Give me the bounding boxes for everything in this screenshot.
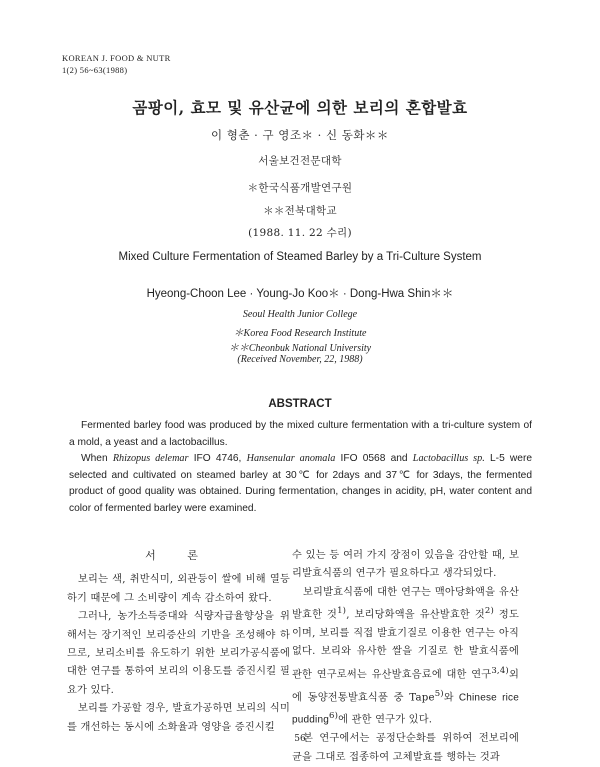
body-paragraph: 보리를 가공할 경우, 발효가공하면 보리의 식미를 개선하는 동시에 소화율과 영양을 증진시킬 — [67, 703, 290, 733]
reference-mark: 3,4) — [491, 665, 509, 676]
section-heading-introduction: 서 론 — [145, 549, 212, 562]
species-rhizopus: Rhizopus delemar — [112, 453, 189, 465]
body-paragraph: 그러나, 농가소득증대와 식량자급율향상을 위해서는 장기적인 보리증산의 기반을 조성해야 하므로, 보리소비를 유도하기 위한 보리가공식품에 대한 연구를 통하여 보리의 이용도를 증진시킬 필요가 있다. — [67, 611, 290, 696]
species-hansenular: Hansenular anomala — [246, 453, 336, 465]
english-affiliation-3: ＊＊Cheonbuk National University — [228, 343, 372, 354]
english-authors: Hyeong-Choon Lee · Young-Jo Koo＊ · Dong-Hwa Shin＊＊ — [146, 288, 454, 300]
korean-title: 곰팡이, 효모 및 유산균에 의한 보리의 혼합발효 — [132, 98, 468, 117]
body-paragraph: 수 있는 등 여러 가지 장점이 있음을 감안할 때, 보리발효식품의 연구가 필요하다고 생각되었다. — [292, 550, 519, 580]
journal-header — [62, 52, 171, 76]
korean-affiliation-3: ＊＊전북대학교 — [263, 205, 337, 217]
english-title: Mixed Culture Fermentation of Steamed Barley by a Tri-Culture System — [118, 251, 482, 263]
body-left-column — [67, 547, 290, 737]
english-affiliation-2: ＊Korea Food Research Institute — [233, 328, 367, 339]
reference-mark: 2) — [484, 606, 494, 617]
abstract-heading: ABSTRACT — [268, 398, 332, 410]
page-number: 56 — [294, 734, 306, 744]
reference-mark: 6) — [329, 711, 339, 722]
journal-name: KOREAN J. FOOD & NUTR — [62, 53, 171, 63]
korean-authors: 이 형춘 · 구 영조＊ · 신 동화＊＊ — [211, 128, 389, 142]
korean-received-date: (1988. 11. 22 수리) — [248, 227, 352, 239]
korean-affiliation-1: 서울보건전문대학 — [258, 155, 342, 167]
abstract-paragraph-1: Fermented barley food was produced by the mixed culture fermentation with a tri-culture system of a mold, a yeast and a lactobacillus. — [69, 420, 532, 448]
reference-mark: 1) — [337, 606, 347, 617]
english-affiliation-1: Seoul Health Junior College — [242, 309, 358, 320]
abstract-paragraph-2: When Rhizopus delemar IFO 4746, Hansenular anomala IFO 0568 and Lactobacillus sp. L-5 were selected and cultivated on steamed barley at 30℃ for 2days and 37℃ for 3days, the fermented product of good quality was obtained. During fermentation, changes in acidity, pH, water content and color of fermented barley were examined. — [69, 453, 533, 514]
abstract-body — [69, 418, 532, 518]
reference-mark: 5) — [434, 688, 444, 699]
korean-affiliation-2: ＊한국식품개발연구원 — [247, 182, 353, 194]
journal-volume: 1(2) 56~63(1988) — [62, 65, 128, 75]
body-paragraph: 본 연구에서는 공정단순화를 위하여 전보리에 균을 그대로 접종하여 고체발효를 행하는 것과 — [292, 733, 519, 763]
body-paragraph: 보리는 색, 취반식미, 외관등이 쌀에 비해 열등하기 때문에 그 소비량이 계속 감소하여 왔다. — [67, 574, 290, 604]
english-received-date: (Received November, 22, 1988) — [237, 354, 363, 365]
species-lactobacillus: Lactobacillus sp. — [412, 453, 485, 465]
body-paragraph: 보리발효식품에 대한 연구는 맥아당화액을 유산발효한 것$^{1)}$, 보리당화액을 유산발효한 것$^{2)}$ 정도이며, 보리를 직접 발효기질로 이용한 연구는 아직 없다. 보리와 유사한 쌀을 기질로 한 발효식품에 관한 연구로써는 유산발효음료에 대한 연구$^{3,4)}$외에 동양전통발효식품 중 Tape$^{5)}$와 Chinese rice pudding$^{6)}$에 관한 연구가 있다. — [292, 586, 519, 726]
